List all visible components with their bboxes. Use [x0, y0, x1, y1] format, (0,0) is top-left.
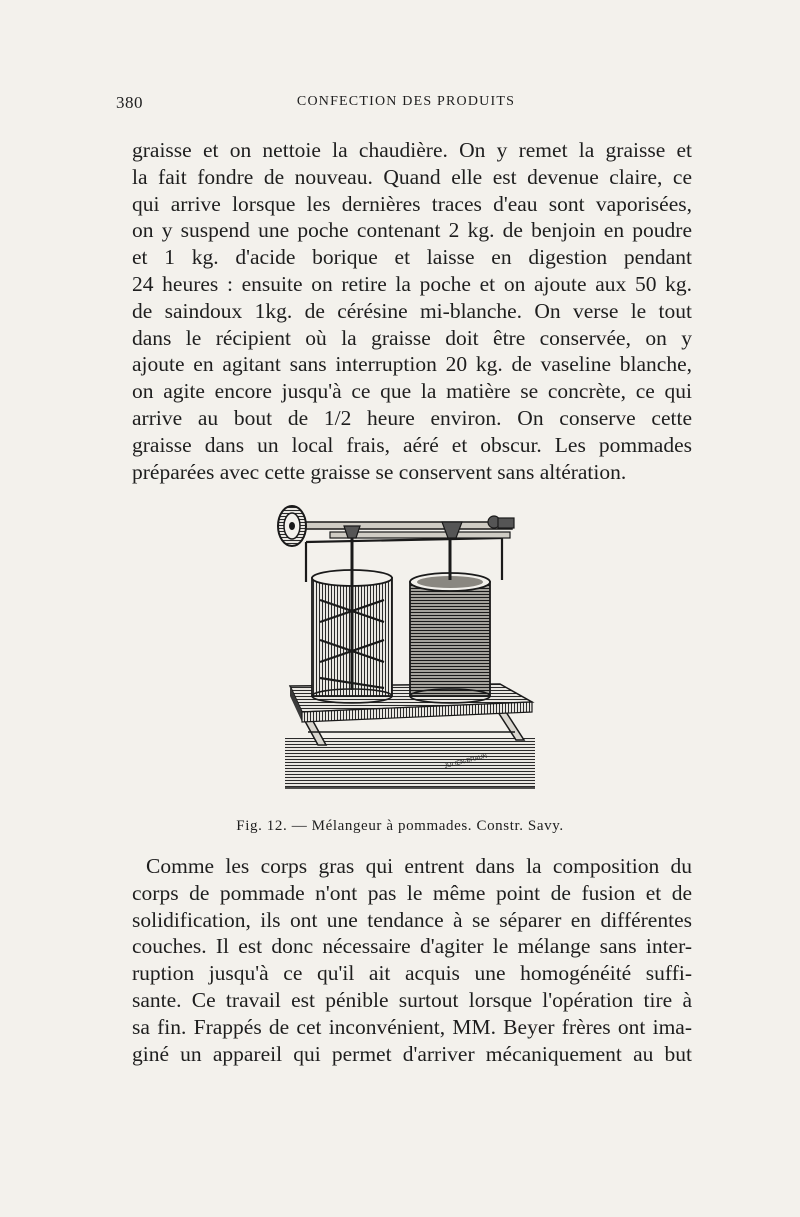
text-line: ruption jusqu'à ce qu'il ait acquis une homogénéité suffi- [132, 961, 692, 986]
page-header [116, 93, 696, 115]
text-line: préparées avec cette graisse se conservent sans altération. [132, 459, 627, 484]
right-vessel [410, 534, 490, 703]
text-line: sante. Ce travail est pénible surtout lorsque l'opération tire à [132, 987, 692, 1012]
left-vessel [312, 530, 392, 703]
shaft-end-fitting [488, 516, 514, 528]
page-number: 380 [116, 93, 143, 112]
engraver-signature: JULIEN-BRAUN [444, 753, 488, 770]
text-line: ajoute en agitant sans interruption 20 kg. de vaseline blanche, [132, 352, 692, 377]
text-line: graisse dans un local frais, aéré et obscur. Les pommades [132, 432, 692, 457]
text-line: 24 heures : ensuite on retire la poche et on ajoute aux 50 kg. [132, 271, 692, 296]
figure-caption [0, 818, 800, 835]
drive-shaft [284, 522, 512, 538]
ointment-mixer-illustration [270, 500, 540, 800]
text-line: dans le récipient où la graisse doit être conservée, on y [132, 325, 692, 350]
text-line: qui arrive lorsque les dernières traces d'eau sont vaporisées, [132, 191, 692, 216]
flywheel-icon [278, 506, 306, 546]
caption-text: Fig. 12. — Mélangeur à pommades. Constr. Savy. [236, 818, 564, 834]
text-line: corps de pommade n'ont pas le même point de fusion et de [132, 880, 692, 905]
text-line: graisse et on nettoie la chaudière. On y remet la graisse et [132, 138, 692, 162]
paragraph-top [132, 137, 692, 485]
text-line: sa fin. Frappés de cet inconvénient, MM. Beyer frères ont ima- [132, 1014, 692, 1039]
text-line: solidification, ils ont une tendance à se séparer en différentes [132, 907, 692, 932]
text-line: la fait fondre de nouveau. Quand elle est devenue claire, ce [132, 164, 692, 189]
text-line: on y suspend une poche contenant 2 kg. de benjoin en poudre [132, 218, 692, 243]
text-line: de saindoux 1kg. de cérésine mi-blanche. On verse le tout [132, 298, 692, 323]
text-line: et 1 kg. d'acide borique et laisse en digestion pendant [132, 245, 692, 270]
text-line: giné un appareil qui permet d'arriver mécaniquement au but [132, 1041, 692, 1066]
text-line: on agite encore jusqu'à ce que la matière se concrète, ce qui [132, 379, 692, 404]
running-title: CONFECTION DES PRODUITS [296, 94, 516, 109]
text-line: couches. Il est donc nécessaire d'agiter le mélange sans inter- [132, 934, 692, 959]
text-line: Comme les corps gras qui entrent dans la composition du [146, 854, 692, 878]
paragraph-bottom [132, 853, 692, 1067]
text-line: arrive au bout de 1/2 heure environ. On conserve cette [132, 405, 692, 430]
